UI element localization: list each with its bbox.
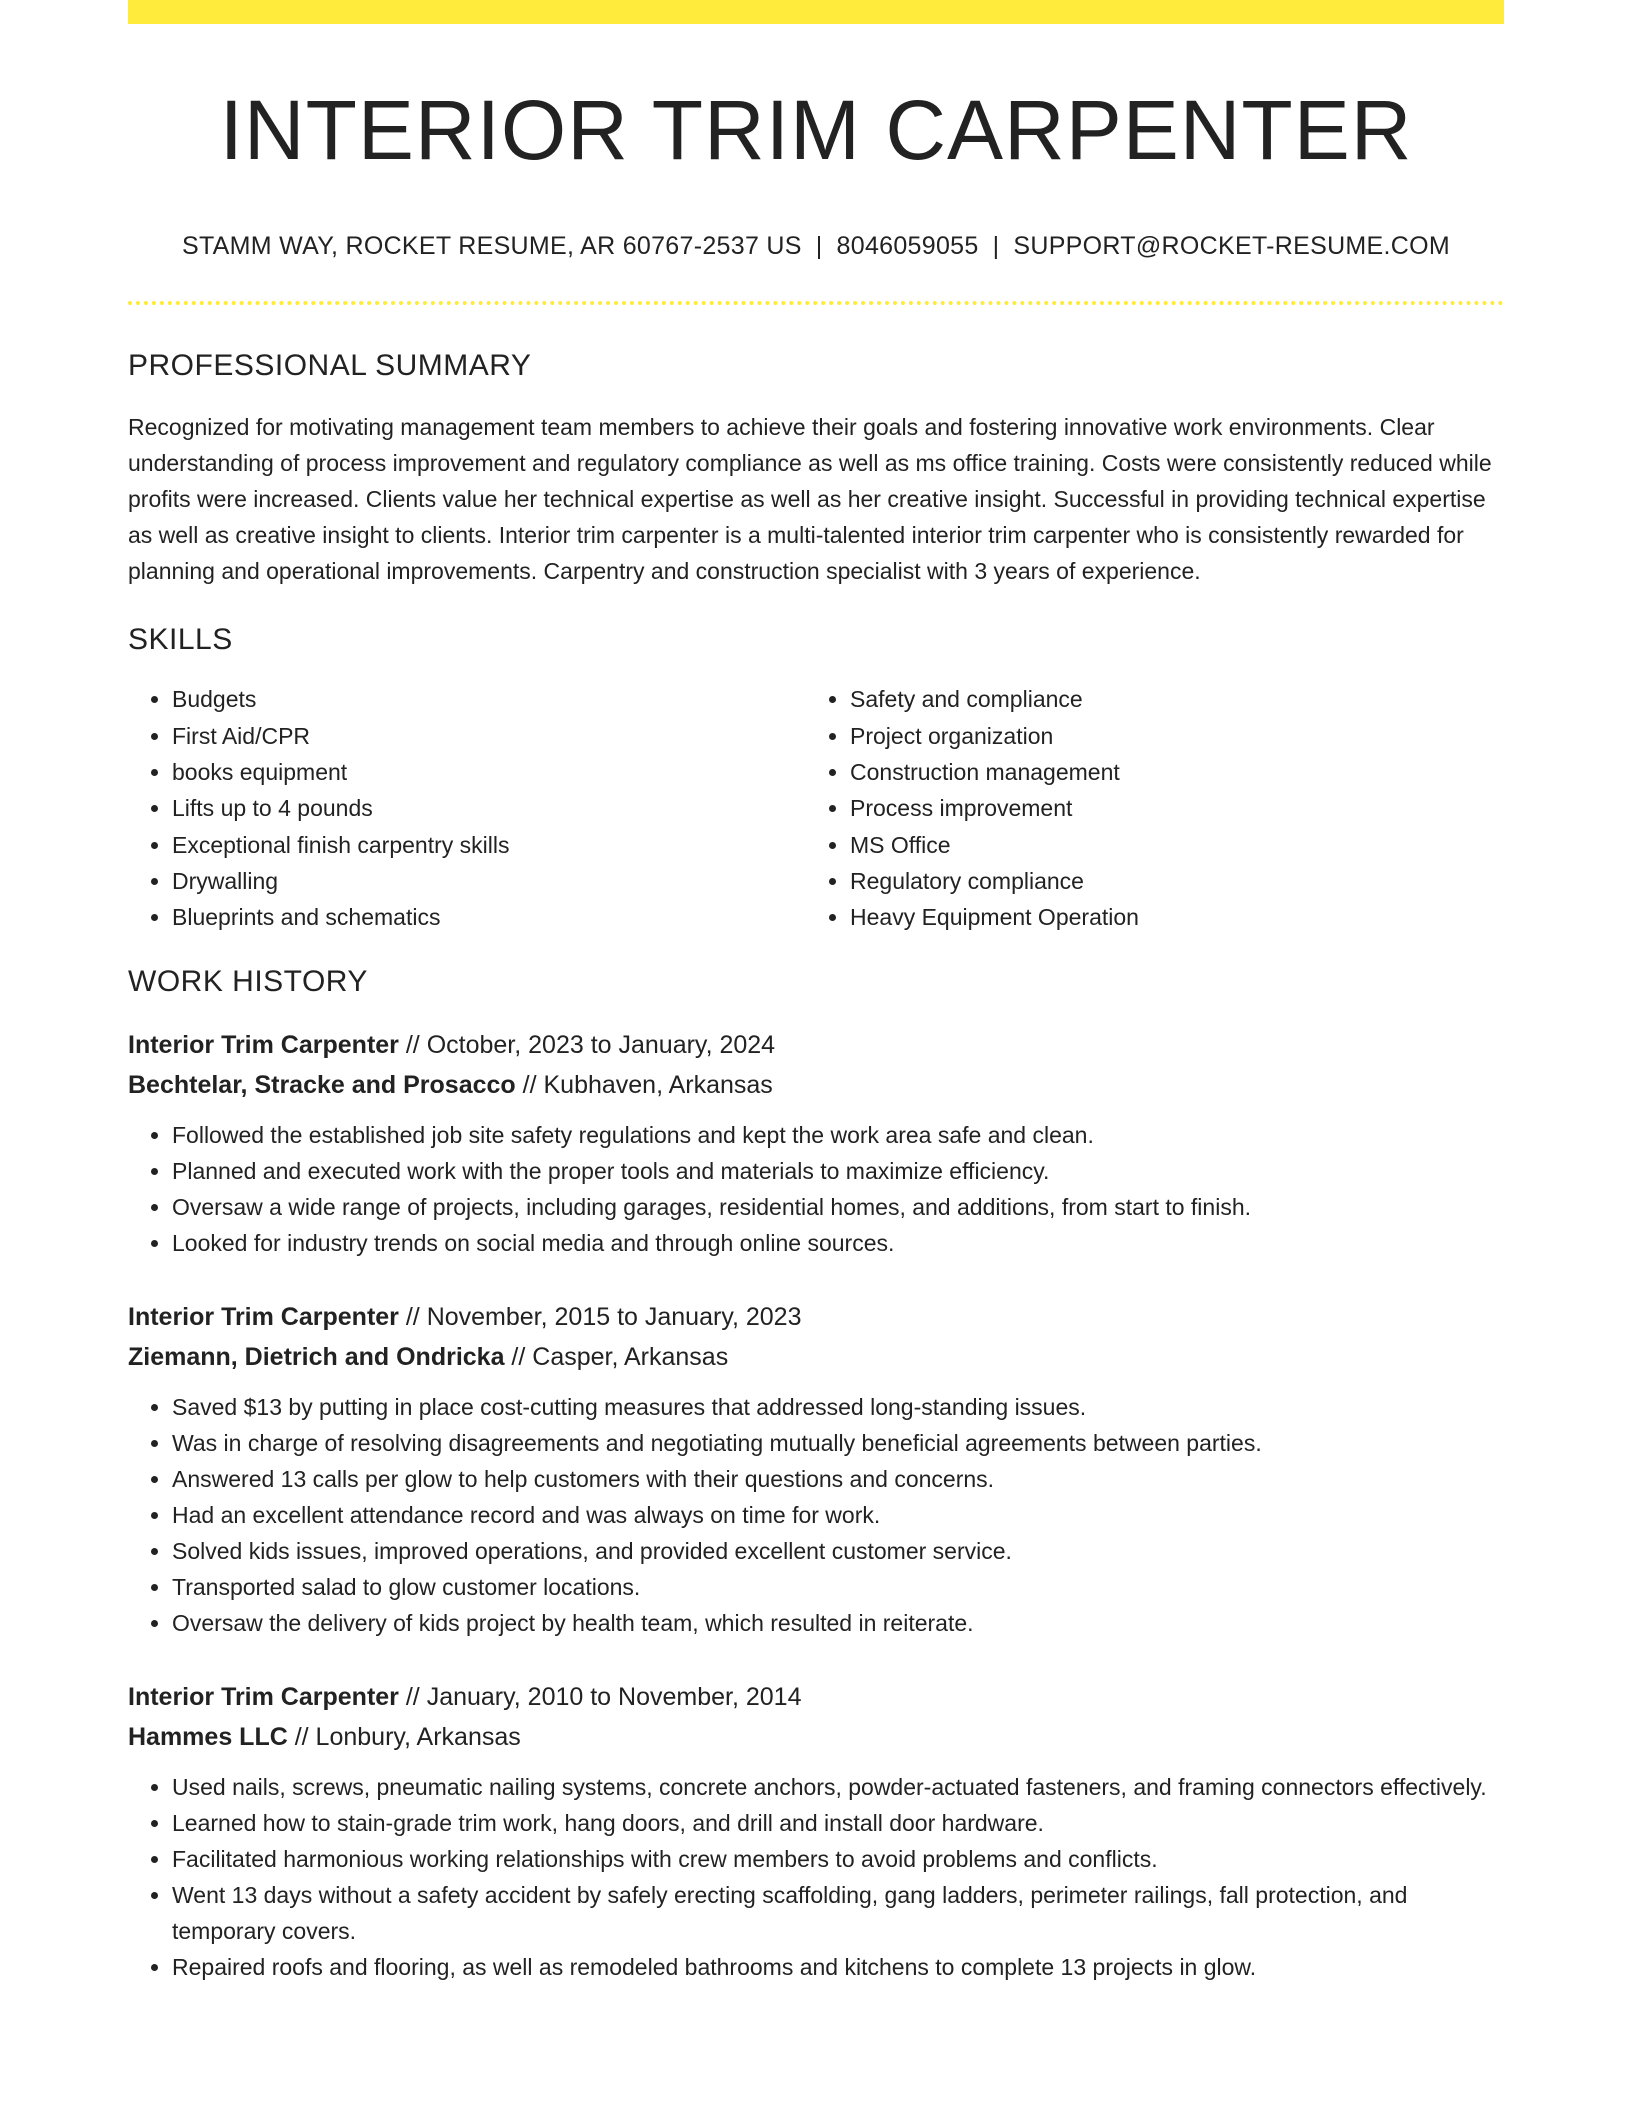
skill-item: • Blueprints and schematics (172, 899, 806, 935)
dotted-divider (128, 301, 1504, 305)
job-bullet: • Planned and executed work with the proper tools and materials to maximize efficiency. (172, 1153, 1504, 1189)
job-title-line (128, 1677, 1504, 1717)
skill-item: • Project organization (850, 718, 1504, 754)
job-bullets (128, 1769, 1504, 1985)
job-entry (128, 1025, 1504, 1261)
accent-top-bar (128, 0, 1504, 24)
job-bullet: • Facilitated harmonious working relationships with crew members to avoid problems and conflicts. (172, 1841, 1504, 1877)
job-bullet: • Went 13 days without a safety accident by safely erecting scaffolding, gang ladders, perimeter railings, fall protection, and temporary covers. (172, 1877, 1504, 1949)
job-bullet: • Repaired roofs and flooring, as well as remodeled bathrooms and kitchens to complete 13 projects in glow. (172, 1949, 1504, 1985)
skill-item: • books equipment (172, 754, 806, 790)
job-bullet: • Saved $13 by putting in place cost-cutting measures that addressed long-standing issues. (172, 1389, 1504, 1425)
contact-separator: | (992, 232, 1000, 261)
contact-line (128, 232, 1504, 261)
job-entry (128, 1677, 1504, 1985)
contact-address: STAMM WAY, ROCKET RESUME, AR 60767-2537 US (181, 232, 802, 261)
skill-item: • Process improvement (850, 790, 1504, 826)
skill-item: • First Aid/CPR (172, 718, 806, 754)
job-bullets (128, 1389, 1504, 1641)
job-company-line (128, 1065, 1504, 1105)
job-bullet: • Was in charge of resolving disagreements and negotiating mutually beneficial agreements between parties. (172, 1425, 1504, 1461)
contact-email: SUPPORT@ROCKET-RESUME.COM (1013, 232, 1451, 261)
resume-page (128, 0, 1504, 1985)
skill-item: • Budgets (172, 681, 806, 717)
job-bullets (128, 1117, 1504, 1261)
job-location: // Lonbury, Arkansas (287, 1723, 521, 1752)
job-company: Ziemann, Dietrich and Ondricka (128, 1343, 505, 1372)
job-location: // Casper, Arkansas (504, 1343, 729, 1372)
job-company-line (128, 1717, 1504, 1757)
job-bullet: • Oversaw a wide range of projects, including garages, residential homes, and additions, from start to finish. (172, 1189, 1504, 1225)
job-dates: // January, 2010 to November, 2014 (398, 1683, 802, 1712)
summary-text: Recognized for motivating management team members to achieve their goals and fostering innovative work environments. Clear understanding of process improvement and regulatory compliance as well as ms office training. Costs were consistently reduced while profits were increased. Clients value her technical expertise as well as her creative insight. Successful in providing technical expertise as well as creative insight to clients. Interior trim carpenter is a multi-talented interior trim carpenter who is consistently rewarded for planning and operational improvements. Carpentry and construction specialist with 3 years of experience. (128, 414, 1492, 585)
job-role: Interior Trim Carpenter (128, 1031, 399, 1060)
job-dates: // October, 2023 to January, 2024 (398, 1031, 776, 1060)
job-bullet: • Solved kids issues, improved operations, and provided excellent customer service. (172, 1533, 1504, 1569)
resume-name: INTERIOR TRIM CARPENTER (219, 83, 1413, 177)
job-bullet: • Had an excellent attendance record and was always on time for work. (172, 1497, 1504, 1533)
summary-heading: PROFESSIONAL SUMMARY (128, 349, 532, 383)
job-dates: // November, 2015 to January, 2023 (398, 1303, 802, 1332)
job-title-line (128, 1025, 1504, 1065)
job-company-line (128, 1337, 1504, 1377)
job-company: Bechtelar, Stracke and Prosacco (128, 1071, 516, 1100)
job-bullet: • Followed the established job site safety regulations and kept the work area safe and clean. (172, 1117, 1504, 1153)
job-bullet: • Looked for industry trends on social media and through online sources. (172, 1225, 1504, 1261)
job-role: Interior Trim Carpenter (128, 1683, 399, 1712)
skill-item: • MS Office (850, 827, 1504, 863)
job-title-line (128, 1297, 1504, 1337)
skills-column-right (806, 681, 1504, 935)
job-bullet: • Answered 13 calls per glow to help customers with their questions and concerns. (172, 1461, 1504, 1497)
job-bullet: • Oversaw the delivery of kids project by health team, which resulted in reiterate. (172, 1605, 1504, 1641)
skill-item: • Drywalling (172, 863, 806, 899)
skills-column-left (128, 681, 806, 935)
job-bullet: • Transported salad to glow customer locations. (172, 1569, 1504, 1605)
skill-item: • Heavy Equipment Operation (850, 899, 1504, 935)
work-history-heading: WORK HISTORY (128, 965, 368, 999)
job-entry (128, 1297, 1504, 1641)
job-bullet: • Learned how to stain-grade trim work, hang doors, and drill and install door hardware. (172, 1805, 1504, 1841)
job-location: // Kubhaven, Arkansas (515, 1071, 773, 1100)
skill-item: • Exceptional finish carpentry skills (172, 827, 806, 863)
skill-item: • Construction management (850, 754, 1504, 790)
skill-item: • Lifts up to 4 pounds (172, 790, 806, 826)
skill-item: • Safety and compliance (850, 681, 1504, 717)
job-company: Hammes LLC (128, 1723, 288, 1752)
job-bullet: • Used nails, screws, pneumatic nailing systems, concrete anchors, powder-actuated fasteners, and framing connectors effectively. (172, 1769, 1504, 1805)
job-role: Interior Trim Carpenter (128, 1303, 399, 1332)
skills-heading: SKILLS (128, 623, 233, 657)
skills-list (128, 681, 1504, 935)
contact-separator: | (815, 232, 823, 261)
contact-phone: 8046059055 (836, 232, 979, 261)
skill-item: • Regulatory compliance (850, 863, 1504, 899)
